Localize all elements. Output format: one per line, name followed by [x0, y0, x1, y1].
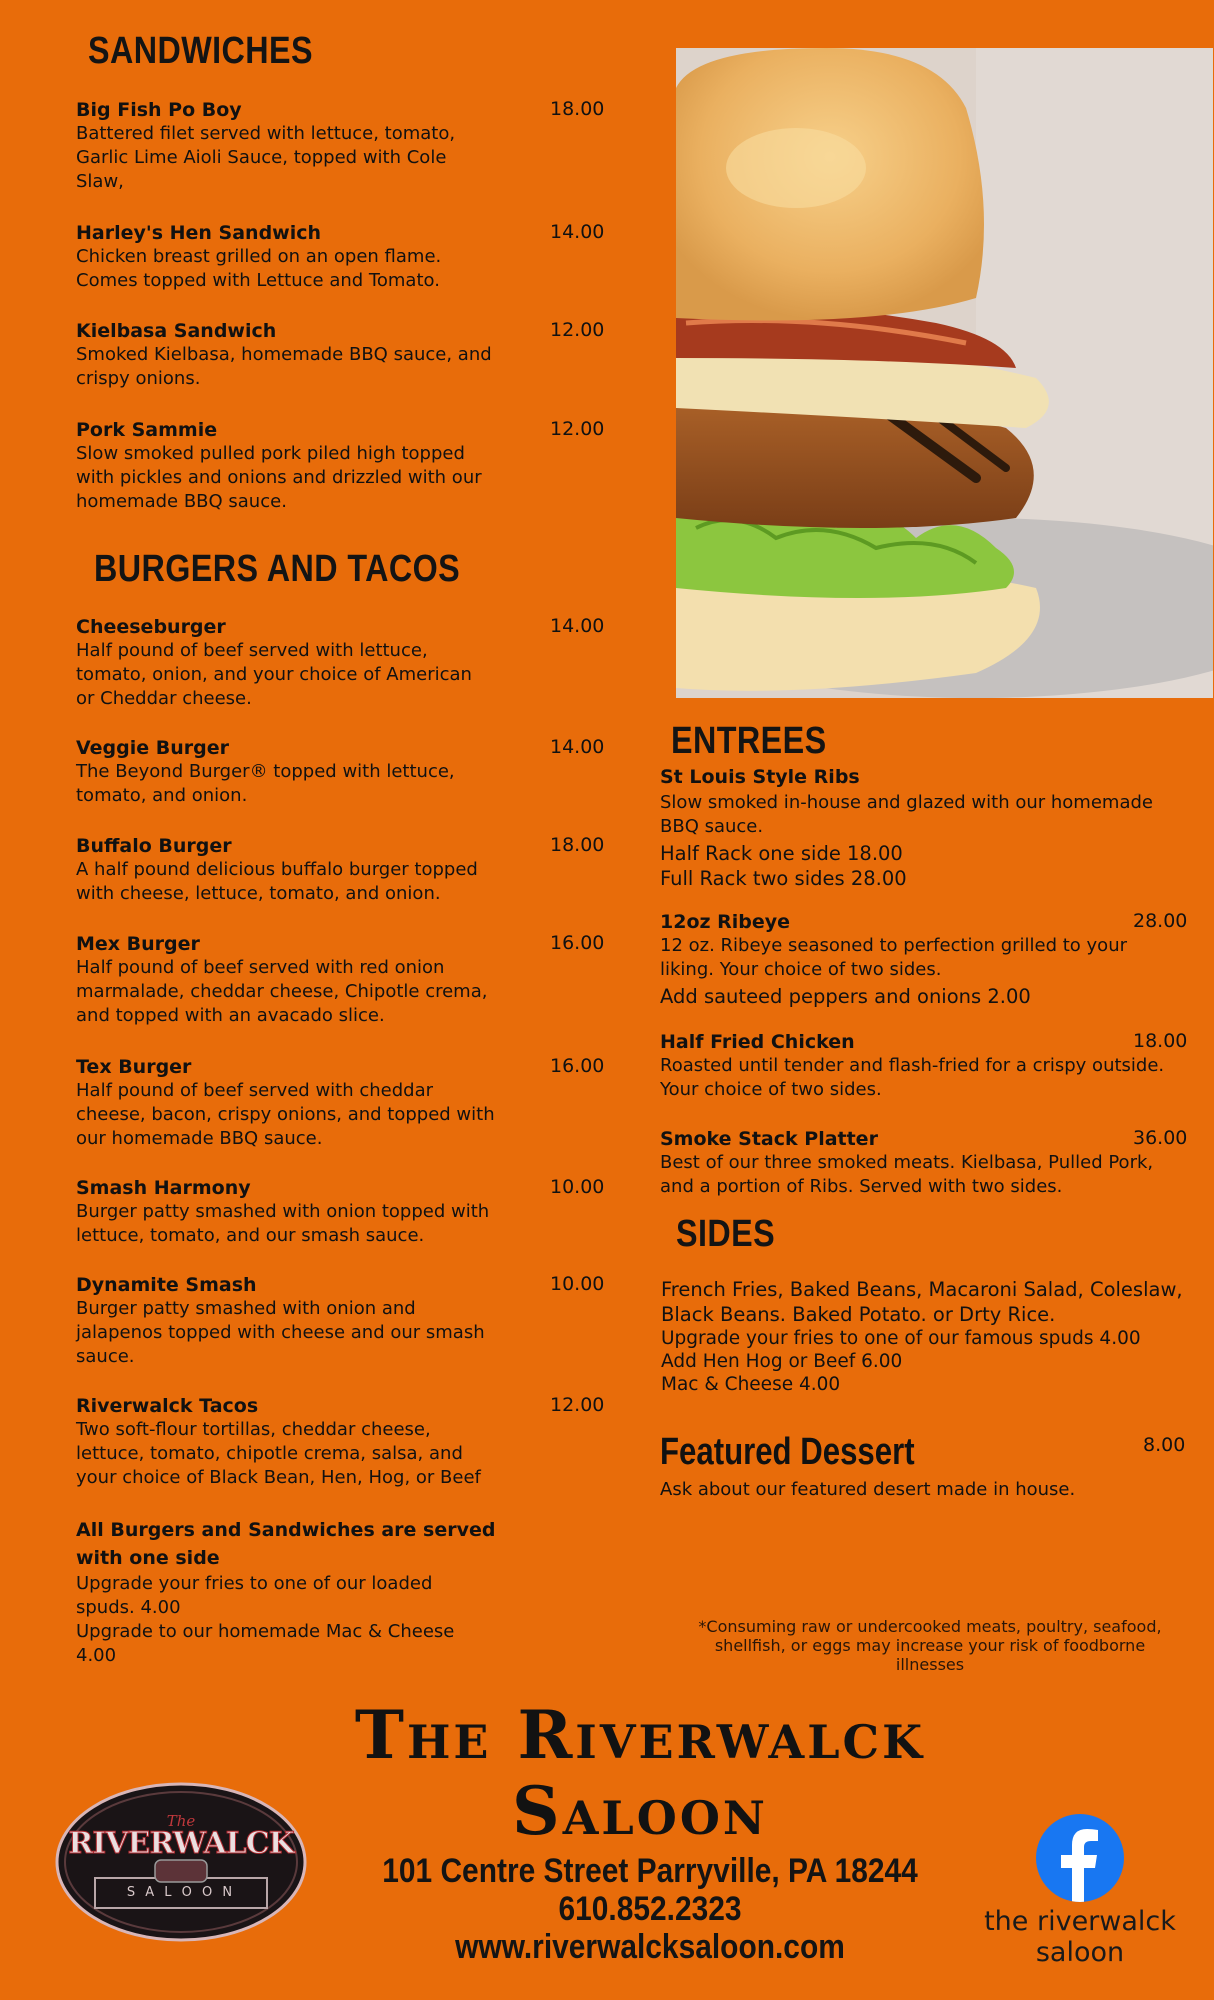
sides-heading: SIDES — [676, 1213, 776, 1255]
menu-item — [76, 834, 636, 906]
dessert-description: Ask about our featured desert made in house. — [660, 1479, 1076, 1500]
item-description: Slow smoked pulled pork piled high topped with pickles and onions and drizzled with our homemade BBQ sauce. — [76, 443, 482, 512]
item-description: The Beyond Burger® topped with lettuce, tomato, and onion. — [76, 761, 455, 806]
item-price: 28.00 — [1133, 910, 1188, 932]
item-description: A half pound delicious buffalo burger topped with cheese, lettuce, tomato, and onion. — [76, 859, 478, 904]
facebook-label: the riverwalck — [984, 1906, 1176, 1937]
item-description: Burger patty smashed with onion topped with lettuce, tomato, and our smash sauce. — [76, 1201, 490, 1246]
menu-item — [76, 1055, 636, 1151]
menu-item — [76, 418, 636, 514]
logo-the-text: The — [166, 1812, 196, 1830]
facebook-label: saloon — [1035, 1937, 1125, 1968]
menu-item — [76, 1176, 636, 1248]
item-name: Pork Sammie — [76, 419, 218, 441]
entrees-heading: ENTREES — [671, 720, 827, 762]
item-name: Tex Burger — [76, 1056, 192, 1078]
saloon-logo — [55, 1782, 307, 1942]
item-description: Smoked Kielbasa, homemade BBQ sauce, and crispy onions. — [76, 344, 492, 389]
menu-item — [76, 736, 636, 808]
address: 101 Centre Street Parryville, PA 18244 — [382, 1852, 918, 1890]
item-description: Two soft-flour tortillas, cheddar cheese, lettuce, tomato, chipotle crema, salsa, and your choice of Black Bean, Hen, Hog, or Beef — [76, 1419, 481, 1488]
item-description: Half pound of beef served with cheddar cheese, bacon, crispy onions, and topped with our homemade BBQ sauce. — [76, 1080, 495, 1149]
sides-line: French Fries, Baked Beans, Macaroni Salad, Coleslaw, — [661, 1278, 1183, 1301]
food-safety-disclaimer: *Consuming raw or undercooked meats, poultry, seafood, shellfish, or eggs may increase your risk of foodborne illnesses — [698, 1617, 1162, 1674]
menu-item — [660, 1127, 1188, 1199]
item-price: 14.00 — [550, 736, 605, 758]
item-description: Battered filet served with lettuce, tomato, Garlic Lime Aioli Sauce, topped with Cole Slaw, — [76, 123, 456, 192]
phone: 610.852.2323 — [558, 1890, 742, 1928]
item-description: Slow smoked in-house and glazed with our homemade BBQ sauce. — [660, 792, 1153, 837]
restaurant-name-line1: The Riverwalck — [354, 1696, 926, 1774]
website: www.riverwalcksaloon.com — [455, 1928, 845, 1966]
sides-line: Mac & Cheese 4.00 — [661, 1374, 841, 1395]
item-name: Big Fish Po Boy — [76, 99, 242, 121]
item-name: Mex Burger — [76, 933, 200, 955]
ribs-half-rack: Half Rack one side 18.00 — [660, 842, 903, 865]
item-name: Dynamite Smash — [76, 1274, 257, 1296]
menu-item — [76, 1273, 636, 1369]
item-description: Burger patty smashed with onion and jalapenos topped with cheese and our smash sauce. — [76, 1298, 485, 1367]
item-name: Veggie Burger — [76, 737, 230, 759]
sides-line: Black Beans. Baked Potato. or Drty Rice. — [661, 1303, 1056, 1326]
item-price: 18.00 — [550, 98, 605, 120]
side-note-line: Upgrade your fries to one of our loaded spuds. 4.00 — [76, 1573, 433, 1618]
logo-badge — [55, 1782, 307, 1942]
item-description: Roasted until tender and flash-fried for a crispy outside. Your choice of two sides. — [660, 1055, 1165, 1100]
item-description: Half pound of beef served with red onion marmalade, cheddar cheese, Chipotle crema, and topped with an avacado slice. — [76, 957, 488, 1026]
menu-item — [76, 615, 636, 711]
item-name: Kielbasa Sandwich — [76, 320, 277, 342]
item-name: 12oz Ribeye — [660, 911, 791, 933]
item-price: 10.00 — [550, 1273, 605, 1295]
item-price: 18.00 — [1133, 1030, 1188, 1052]
logo-riverwalck-text: RIVERWALCK — [68, 1826, 294, 1861]
menu-item — [660, 765, 1185, 891]
facebook-icon — [1036, 1814, 1124, 1902]
restaurant-name-line2: Saloon — [512, 1772, 768, 1850]
menu-item — [76, 98, 636, 194]
burgers-heading: BURGERS AND TACOS — [94, 548, 461, 590]
sides-list — [661, 1277, 1186, 1396]
facebook-link[interactable] — [950, 1810, 1210, 1970]
item-name: Cheeseburger — [76, 616, 226, 638]
sides-line: Upgrade your fries to one of our famous spuds 4.00 — [661, 1328, 1141, 1349]
dessert-title: Featured Dessert — [660, 1431, 915, 1473]
item-price: 18.00 — [550, 834, 605, 856]
item-name: Half Fried Chicken — [660, 1031, 855, 1053]
item-price: 14.00 — [550, 615, 605, 637]
menu-item — [76, 221, 636, 293]
sandwiches-heading: SANDWICHES — [88, 30, 313, 72]
side-note-title: All Burgers and Sandwiches are served with one side — [76, 1519, 496, 1569]
dessert — [660, 1430, 1185, 1502]
menu-item — [76, 932, 636, 1028]
item-price: 12.00 — [550, 1394, 605, 1416]
item-price: 36.00 — [1133, 1127, 1188, 1149]
ribeye-addon: Add sauteed peppers and onions 2.00 — [660, 985, 1031, 1008]
item-price: 12.00 — [550, 319, 605, 341]
item-name: Riverwalck Tacos — [76, 1395, 259, 1417]
item-name: St Louis Style Ribs — [660, 766, 860, 788]
item-price: 14.00 — [550, 221, 605, 243]
item-name: Smash Harmony — [76, 1177, 251, 1199]
item-description: Chicken breast grilled on an open flame. Comes topped with Lettuce and Tomato. — [76, 246, 442, 291]
item-price: 10.00 — [550, 1176, 605, 1198]
item-name: Harley's Hen Sandwich — [76, 222, 322, 244]
logo-saloon-text: S A L O O N — [126, 1885, 236, 1900]
menu-item — [660, 910, 1188, 1009]
item-name: Buffalo Burger — [76, 835, 232, 857]
dessert-price: 8.00 — [1143, 1434, 1186, 1456]
item-description: 12 oz. Ribeye seasoned to perfection grilled to your liking. Your choice of two sides. — [660, 935, 1128, 980]
ribs-full-rack: Full Rack two sides 28.00 — [660, 867, 907, 890]
item-price: 16.00 — [550, 932, 605, 954]
item-price: 16.00 — [550, 1055, 605, 1077]
side-note-line: Upgrade to our homemade Mac & Cheese 4.00 — [76, 1621, 455, 1666]
sandwich-illustration — [676, 48, 1213, 698]
item-description: Best of our three smoked meats. Kielbasa, Pulled Pork, and a portion of Ribs. Served with two sides. — [660, 1152, 1154, 1197]
item-price: 12.00 — [550, 418, 605, 440]
side-note — [76, 1516, 496, 1668]
sides-line: Add Hen Hog or Beef 6.00 — [661, 1351, 903, 1372]
sandwich-photo — [676, 48, 1213, 698]
menu-item — [660, 1030, 1188, 1102]
item-name: Smoke Stack Platter — [660, 1128, 878, 1150]
item-description: Half pound of beef served with lettuce, tomato, onion, and your choice of American or Cheddar cheese. — [76, 640, 472, 709]
menu-item — [76, 1394, 636, 1490]
menu-item — [76, 319, 636, 391]
